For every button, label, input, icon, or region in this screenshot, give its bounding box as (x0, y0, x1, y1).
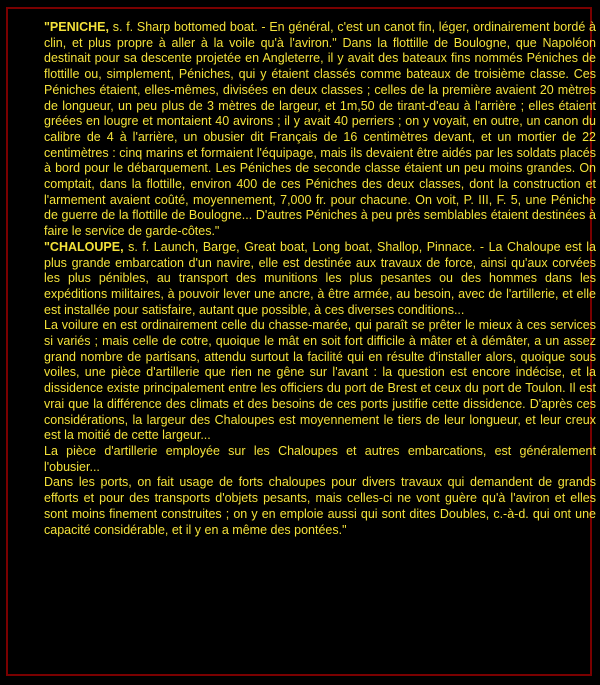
entry-body: s. f. Launch, Barge, Great boat, Long boat, Shallop, Pinnace. - La Chaloupe est la plus grande embarcation d'un navire, elle est destinée aux travaux de force, ainsi qu'aux corvées les plus pénibles, au transport des munitions les plus pesantes ou des hommes dans les expéditions militaires, à pouvoir lever une ancre, à être armée, au besoin, avec de l'artillerie, et elle est installée pour satisfaire, autant que possible, à ces diverses conditions... (44, 239, 596, 317)
paragraph: Dans les ports, on fait usage de forts chaloupes pour divers travaux qui demandent de grands efforts et pour des transports d'objets pesants, mais celles-ci ne vont guère qu'à l'aviron et elles sont moins finement construites ; on y en emploie aussi qui sont dites Doubles, c.-à-d. qui ont une capacité considérable, et il y en a même des pontées." (44, 475, 596, 537)
entry-term: "PENICHE, (44, 20, 109, 34)
entry-peniche (44, 20, 596, 240)
entry-term: "CHALOUPE, (44, 239, 124, 254)
text-block (44, 20, 596, 538)
paragraph: La pièce d'artillerie employée sur les Chaloupes et autres embarcations, est généralement l'obusier... (44, 443, 596, 474)
entry-chaloupe (44, 240, 596, 319)
entry-body: s. f. Sharp bottomed boat. - En général, c'est un canot fin, léger, ordinairement bordé à clin, et plus propre à aller à la voile qu'à l'aviron." Dans la flottille de Boulogne, que Napoléon destinait pour sa descente projetée en Angleterre, il y avait des bateaux fins nommés Péniches de flottille ou, simplement, Péniches, qui y étaient classés comme bateaux de troisième classe. Ces Péniches étaient, elles-mêmes, divisées en deux classes ; celles de la première avaient 20 mètres de longueur, un peu plus de 3 mètres de largeur, et 1m,50 de tirant-d'eau à l'arrière ; elles étaient gréées en lougre et montaient 40 avirons ; il y avait 40 perriers ; on y voyait, en outre, un canon du calibre de 4 à l'arrière, un obusier dit Français de 16 centimètres devant, et un mortier de 22 centimètres : cinq marins et formaient l'équipage, mais ils devaient être aidés par les soldats placés à bord pour le débarquement. Les Péniches de seconde classe étaient un peu moins grandes. On comptait, dans la flottille, environ 400 de ces Péniches des deux classes, dont la construction et l'armement avaient coûté, moyennement, 7,000 fr. pour chacune. On voit, P. III, F. 5, une Péniche de guerre de la flottille de Boulogne... D'autres Péniches à peu près semblables étaient destinées à faire le service de garde-côtes." (44, 20, 596, 239)
paragraph: La voilure en est ordinairement celle du chasse-marée, qui paraît se prêter le mieux à ces services si variés ; mais celle de cotre, quoique le mât en soit fort difficile à mâter et à démâter, a un assez grand nombre de partisans, attendu surtout la facilité qui en résulte d'installer alors, quoique sous voiles, une pièce d'artillerie que rien ne gêne sur l'avant : la question est encore indécise, et la dissidence existe principalement entre les officiers du port de Brest et ceux du port de Toulon. Il est vrai que la différence des climats et des besoins de ces ports justifie cette dissidence. D'après ces considérations, la largeur des Chaloupes est moyennement le tiers de leur longueur, et leur creux est la moitié de cette largeur... (44, 318, 596, 443)
